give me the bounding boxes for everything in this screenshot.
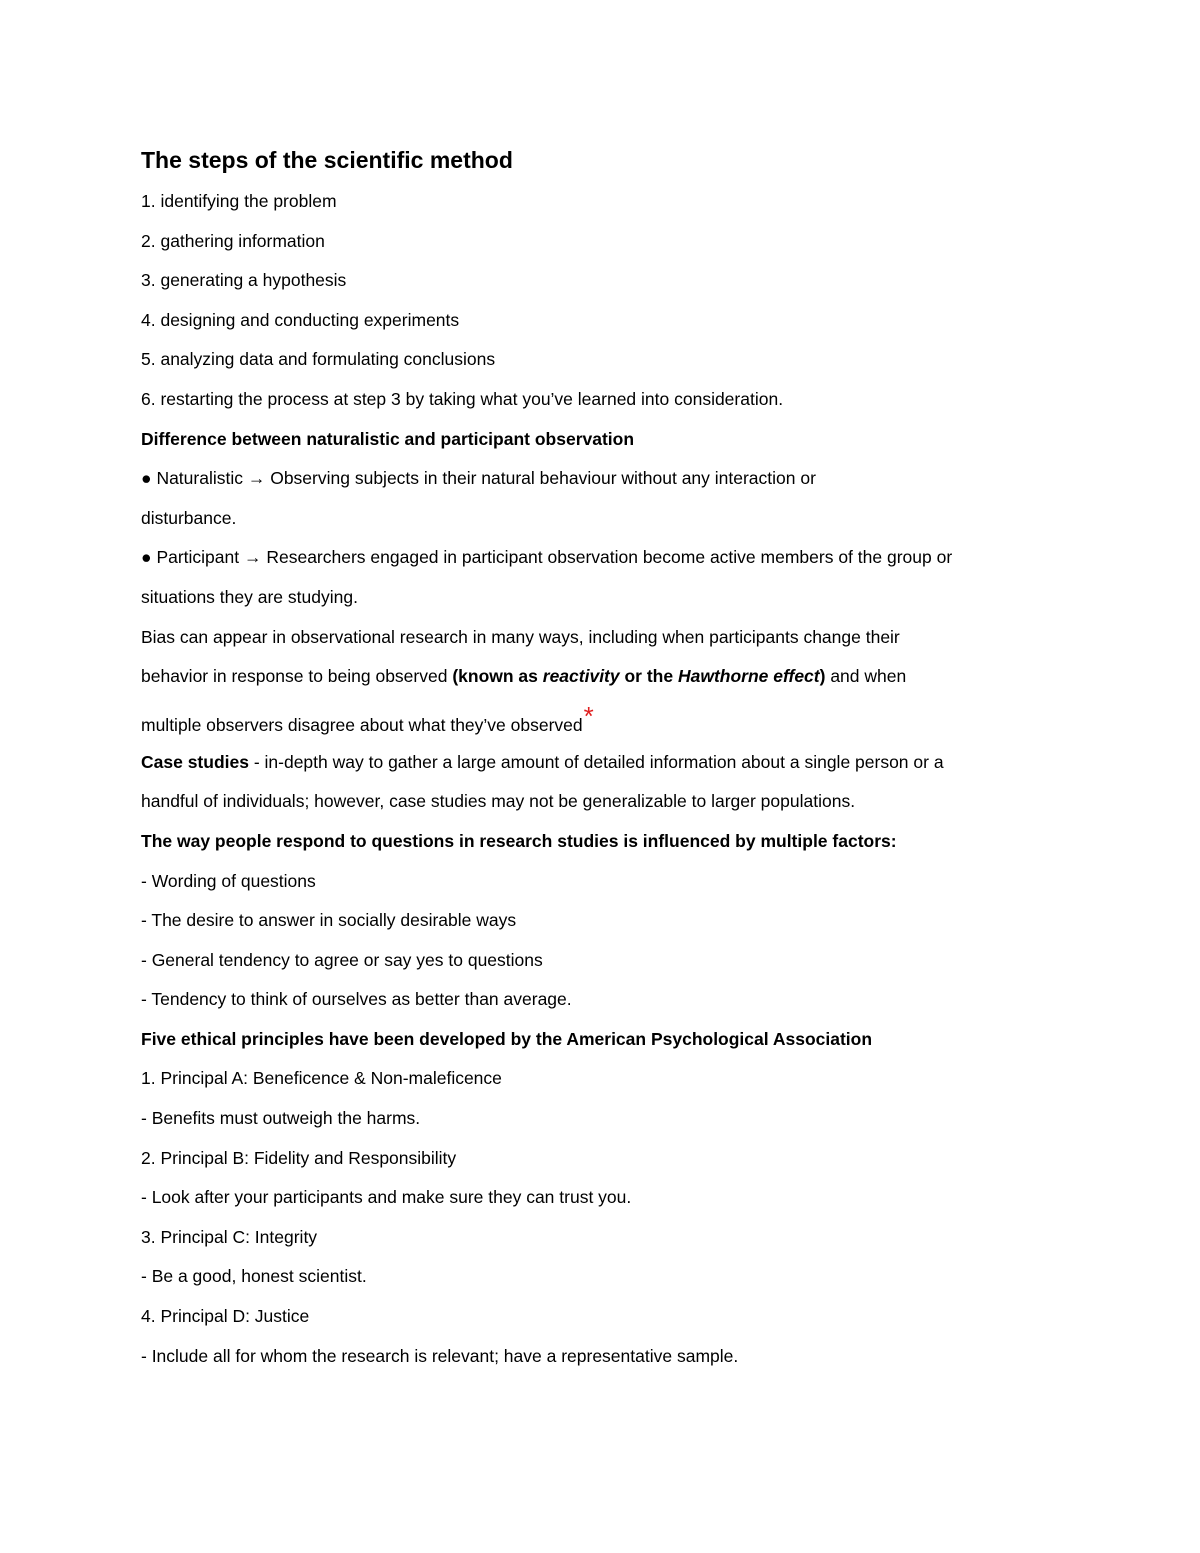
step-text: designing and conducting experiments <box>155 309 460 330</box>
list-item <box>141 340 1081 380</box>
step-text: gathering information <box>155 230 325 251</box>
principle-description: - Include all for whom the research is relevant; have a representative sample. <box>141 1345 739 1366</box>
reactivity-term: reactivity <box>542 666 620 687</box>
step-text: restarting the process at step 3 by taking what you’ve learned into consideration. <box>155 388 784 409</box>
naturalistic-continuation: disturbance. <box>141 507 237 528</box>
principle-name: Principal C: Integrity <box>155 1226 318 1247</box>
asterisk-icon: * <box>583 700 594 731</box>
principle-number: 2. <box>141 1147 156 1168</box>
case-studies-text: - in-depth way to gather a large amount of detailed information about a single person or a <box>248 751 944 772</box>
principle-number: 1. <box>141 1068 156 1089</box>
principle-name: Principal B: Fidelity and Responsibility <box>155 1147 457 1168</box>
principle-number: 4. <box>141 1306 156 1327</box>
steps-list <box>141 182 1081 420</box>
document-body <box>141 138 1081 1376</box>
page-title: The steps of the scientific method <box>141 147 513 173</box>
principle-name: Principal A: Beneficence & Non-maleficence <box>155 1068 502 1089</box>
principle-title <box>141 1297 1081 1337</box>
list-item: - The desire to answer in socially desirable ways <box>141 910 517 931</box>
step-number: 2. <box>141 230 156 251</box>
principle-title <box>141 1059 1081 1099</box>
list-item <box>141 380 1081 420</box>
list-item <box>141 182 1081 222</box>
step-number: 3. <box>141 270 156 291</box>
bullet-icon: ● <box>141 468 152 489</box>
step-number: 5. <box>141 349 156 370</box>
case-studies-line-2: handful of individuals; however, case studies may not be generalizable to larger populations. <box>141 791 856 812</box>
bias-text: and when <box>825 666 907 687</box>
responses-heading: The way people respond to questions in research studies is influenced by multiple factors: <box>141 830 897 851</box>
list-item <box>141 261 1081 301</box>
bias-bold-text: or the <box>619 666 678 687</box>
bullet-participant <box>141 538 1081 578</box>
list-item: - General tendency to agree or say yes to questions <box>141 949 543 970</box>
observation-heading: Difference between naturalistic and participant observation <box>141 428 635 449</box>
bias-text: multiple observers disagree about what they’ve observed <box>141 714 583 735</box>
participant-text: Participant → Researchers engaged in participant observation become active members of the group or <box>151 547 953 568</box>
step-number: 6. <box>141 388 156 409</box>
ethics-heading: Five ethical principles have been developed by the American Psychological Association <box>141 1028 873 1049</box>
list-item: - Tendency to think of ourselves as better than average. <box>141 989 572 1010</box>
principle-description: - Look after your participants and make sure they can trust you. <box>141 1187 632 1208</box>
step-text: generating a hypothesis <box>155 270 347 291</box>
step-number: 4. <box>141 309 156 330</box>
bias-line-1: Bias can appear in observational research in many ways, including when participants change their <box>141 626 900 647</box>
bias-line-3 <box>141 697 1081 743</box>
bias-bold-text: (known as <box>452 666 543 687</box>
bias-text: behavior in response to being observed <box>141 666 453 687</box>
participant-continuation: situations they are studying. <box>141 586 358 607</box>
step-text: analyzing data and formulating conclusions <box>155 349 496 370</box>
bullet-naturalistic <box>141 459 1081 499</box>
bias-line-2 <box>141 657 1081 697</box>
principle-title <box>141 1218 1081 1258</box>
step-text: identifying the problem <box>155 191 337 211</box>
principle-description: - Benefits must outweigh the harms. <box>141 1108 421 1129</box>
bias-bold-text: ) <box>819 666 826 687</box>
list-item: - Wording of questions <box>141 870 316 891</box>
step-number: 1. <box>141 191 156 211</box>
list-item <box>141 301 1081 341</box>
principle-title <box>141 1139 1081 1179</box>
naturalistic-text: Naturalistic → Observing subjects in their natural behaviour without any interaction or <box>151 468 816 489</box>
principle-number: 3. <box>141 1226 156 1247</box>
principle-name: Principal D: Justice <box>155 1306 310 1327</box>
bullet-icon: ● <box>141 547 152 568</box>
case-studies-label: Case studies <box>141 751 249 772</box>
principle-description: - Be a good, honest scientist. <box>141 1266 367 1287</box>
case-studies-line-1 <box>141 743 1081 783</box>
hawthorne-term: Hawthorne effect <box>677 666 820 687</box>
list-item <box>141 222 1081 262</box>
